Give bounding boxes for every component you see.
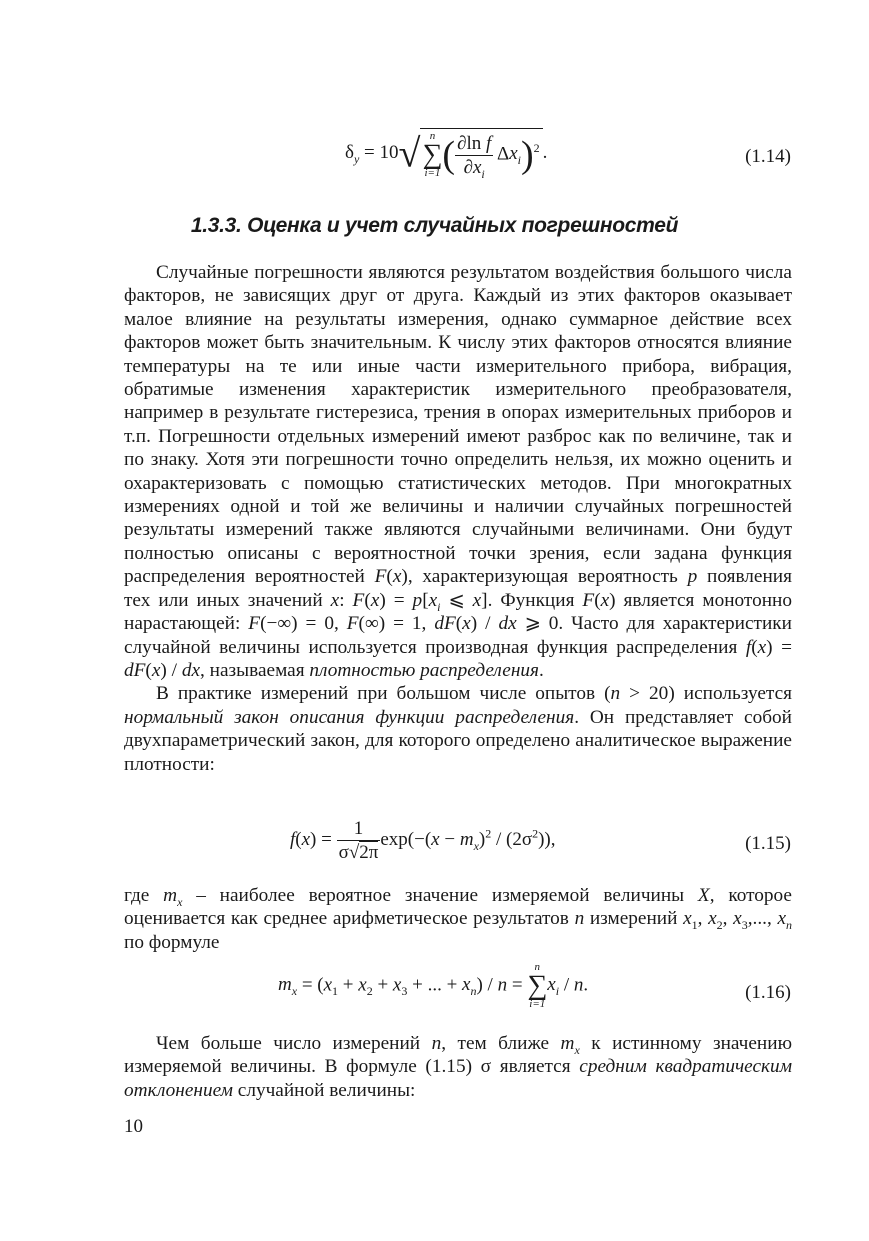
paragraph-more-measurements: Чем больше число измерений n, тем ближе $m_x$ к истинному значению измеряемой величины. В формуле (1.15) σ является средним квадратическим отклонением случайной величины: <box>124 1033 792 1101</box>
equation-1-16: $m_x = (x_1 + x_2 + x_3$ + ... + $x_n$) / n = n ∑ i=1 $x_i$ / n. <box>278 961 589 1010</box>
equation-number-1-16: (1.16) <box>745 982 791 1003</box>
section-heading: 1.3.3. Оценка и учет случайных погрешностей <box>190 214 679 237</box>
body-text-block-1 <box>124 261 792 776</box>
equation-number-1-14: (1.14) <box>745 146 791 167</box>
equation-1-15: f(x) = $\frac{1}{\sigma√2\pi}$ $\exp(-(x - m_x)^2 / (2\sigma^2))$, <box>290 818 556 863</box>
paragraph-random-errors: Случайные погрешности являются результатом воздействия большого числа факторов, не зависящих друг от друга. Каждый из этих факторов оказывает малое влияние на результаты измерения, однако суммарное действие всех факторов может быть значительным. К числу этих факторов относятся влияние температуры на те или иные части измерительного прибора, вибрация, обратимые изменения характеристик измерительного преобразователя, например в результате гистерезиса, трения в опорах измерительных приборов и т.п. Погрешности отдельных измерений имеют разброс как по величине, так и по знаку. Хотя эти погрешности точно определить нельзя, их можно оценить и охарактеризовать с помощью статистических методов. При многократных измерениях одной и той же величины и наличии случайных погрешностей результаты измерений также являются случайными величинами. Они будут полностью описаны с вероятностной точки зрения, если задана функция распределения вероятностей F(x), характеризующая вероятность p появления тех или иных значений x: $F(x) = p[x_i$ ⩽ x]. Функция F(x) является монотонно нарастающей: F(−∞) = 0, F(∞) = 1, dF(x) / dx ⩾ 0. Часто для характеристики случайной величины используется производная функция распределения f(x) = dF(x) / dx, называемая плотностью распределения. <box>124 262 793 681</box>
body-text-block-3 <box>124 1032 792 1102</box>
page-number: 10 <box>124 1116 143 1137</box>
equation-1-14: $\delta_y = 10√$ n ∑ i=1 ( $\frac{\text{∂ln f}}{\partial x_i}$ $\Delta x_i)^2$ . <box>345 130 548 181</box>
equation-number-1-15: (1.15) <box>745 833 791 854</box>
paragraph-normal-law: В практике измерений при большом числе опытов (n > 20) используется нормальный закон описания функции распределения. Он представляет собой двухпараметрический закон, для которого определено аналитическое выражение плотности: <box>124 683 792 775</box>
paragraph-mx-definition: где $m_x$ – наиболее вероятное значение измеряемой величины X, которое оценивается как среднее арифметическое результатов n измерений $x_1$, $x_2$, $x_3$,..., $x_n$ по формуле <box>124 885 793 953</box>
body-text-block-2 <box>124 884 792 954</box>
